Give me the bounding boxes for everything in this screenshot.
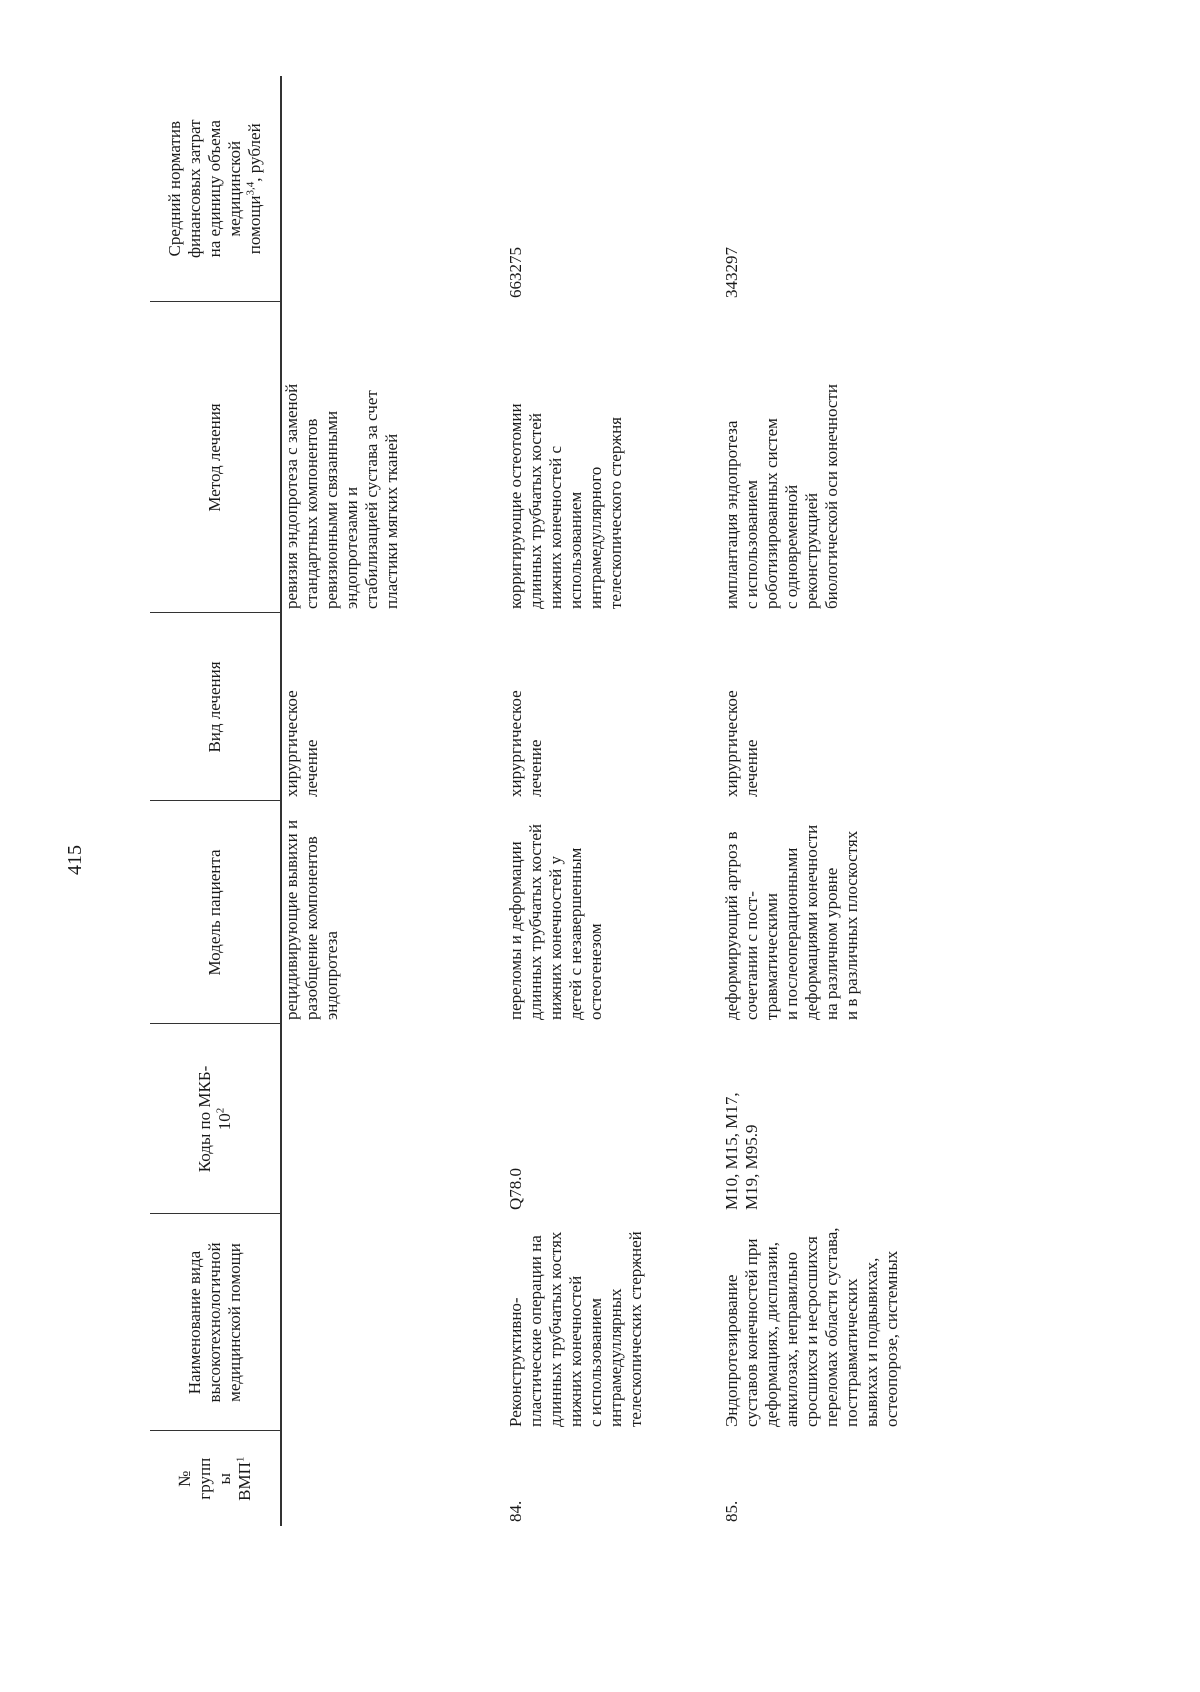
table-row <box>281 76 492 1526</box>
cell-method: ревизия эндопротеза с заменой стандартных компонентов ревизионными связанными эндопротезами и стабилизацией сустава за счет пластики мягких тканей <box>282 383 402 609</box>
cell-name: Эндопротезирование суставов конечностей при деформациях, дисплазии, анкилозах, неправильно сросшихся и несросшихся переломах области сустава, посттравматических вывихах и подвывихах, остеопорозе, системных <box>722 1227 902 1427</box>
cell-treatment-type: хирургическое лечение <box>506 690 546 797</box>
table-header-row <box>150 76 281 1526</box>
cell-method: имплантация эндопротеза с использованием роботизированных систем с одновременной реконструкцией биологической оси конечности <box>722 384 842 609</box>
cell-codes: M10, M15, M17, M19, M95.9 <box>722 1092 762 1210</box>
cell-method: корригирующие остеотомии длинных трубчатых костей нижних конечностей с использованием интрамедуллярного телескопического стержня <box>506 403 626 609</box>
cell-patient-model: переломы и деформации длинных трубчатых костей нижних конечностей у детей с незавершенным остеогенезом <box>506 824 606 1020</box>
cell-treatment-type: хирургическое лечение <box>282 690 322 797</box>
vmp-table <box>150 76 954 1526</box>
cell-name <box>281 1214 492 1431</box>
header-treatment-type: Вид лечения <box>150 613 281 801</box>
header-codes: Коды по МКБ- $10^2$ <box>150 1024 281 1214</box>
cell-name: Реконструктивно- пластические операции на длинных трубчатых костях нижних конечностей с использованием интрамедуллярных телескопических стержней <box>506 1231 646 1427</box>
cell-patient-model: деформирующий артроз в сочетании с пост- травматическими и послеоперационными деформациями конечности на различном уровне и в различных плоскостях <box>722 824 862 1020</box>
cell-cost: 663275 <box>506 247 525 298</box>
cell-group-no: 84. <box>506 1500 525 1522</box>
header-method: Метод лечения <box>150 302 281 613</box>
cell-group-no: 85. <box>722 1500 741 1522</box>
cell-treatment-type: хирургическое лечение <box>722 690 762 797</box>
cell-group-no <box>281 1431 492 1526</box>
header-cost: Средний норматив финансовых затрат на единицу объема медицинской помощи$^{3,4}$, рублей <box>150 76 281 302</box>
header-name: Наименование вида высокотехнологичной медицинской помощи <box>150 1214 281 1431</box>
cell-codes: Q78.0 <box>506 1167 525 1210</box>
header-patient-model: Модель пациента <box>150 801 281 1024</box>
table-row <box>708 76 954 1526</box>
cell-codes <box>281 1024 492 1214</box>
header-group-no: № групп ы ВМП$^1$ <box>150 1431 281 1526</box>
cell-cost <box>281 76 492 302</box>
cell-cost: 343297 <box>722 247 741 298</box>
rotated-table-container <box>150 76 1050 1526</box>
table-row <box>492 76 708 1526</box>
page-number: 415 <box>64 845 86 875</box>
cell-patient-model: рецидивирующие вывихи и разобщение компонентов эндопротеза <box>282 819 342 1020</box>
